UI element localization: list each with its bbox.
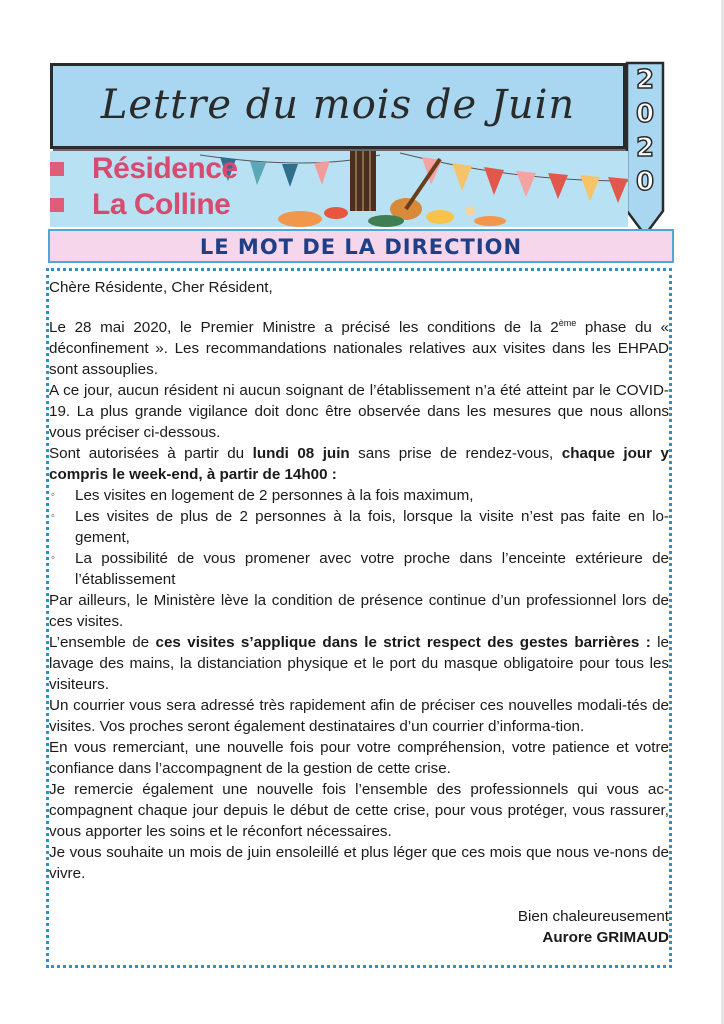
- paragraph: Je remercie également une nouvelle fois l’ensemble des professionnels qui vous ac-compagnent chaque jour depuis le début de cette crise, pour vous protéger, vous rassurer, vous apporter les soins et le réconfort nécessaires.: [49, 781, 669, 840]
- barrier-gestures: ces visites s’applique dans le strict respect des gestes barrières :: [155, 634, 651, 651]
- signature: [49, 927, 669, 948]
- signatory-last-name: GRIMAUD: [596, 929, 669, 946]
- list-item: ◦ Les visites de plus de 2 personnes à la fois, lorsque la visite n’est pas faite en lo-gement,: [49, 506, 669, 548]
- visit-rules-list: [49, 485, 669, 590]
- paragraph-text: le lavage des mains, la distanciation physique et le port du masque obligatoire pour tous les visiteurs.: [49, 634, 670, 693]
- residence-line-2: La Colline: [92, 188, 231, 221]
- section-heading-title: LE MOT DE LA DIRECTION: [199, 235, 523, 259]
- paragraph-text: Sont autorisées à partir du: [49, 445, 253, 462]
- paragraph: [49, 317, 669, 380]
- paragraph-text: L’ensemble de: [49, 634, 156, 651]
- paragraph-text: Le 28 mai 2020, le Premier Ministre a précisé les conditions de la 2: [49, 319, 559, 336]
- paragraph: En vous remerciant, une nouvelle fois pour votre compréhension, votre patience et votre confiance dans l’accompagnent de la gestion de cette crise.: [49, 739, 669, 777]
- paragraph: Un courrier vous sera adressé très rapidement afin de préciser ces nouvelles modali-tés de visites. Vos proches seront également destinataires d’un courrier d’informa-tion.: [49, 697, 669, 735]
- closing: Bien chaleureusement: [517, 908, 669, 925]
- letter-body: [49, 277, 669, 948]
- title-banner: [50, 63, 626, 149]
- salutation: Chère Résidente, Cher Résident,: [49, 279, 273, 296]
- year-digit: 2: [635, 133, 655, 163]
- year-digit: 2: [635, 65, 655, 95]
- year-digit: 0: [635, 167, 655, 197]
- bullet-square-icon: [50, 162, 64, 176]
- paragraph: Par ailleurs, le Ministère lève la condition de présence continue d’un professionnel lors de ces visites.: [49, 592, 669, 630]
- paragraph: A ce jour, aucun résident ni aucun soignant de l’établissement n’a été atteint par le COVID-19. La plus grande vigilance doit donc être observée dans les mesures que nous allons vous préciser ci-dessous.: [49, 382, 669, 441]
- bullet-square-icon: [50, 198, 64, 212]
- paragraph-text: sans prise de rendez-vous,: [349, 445, 562, 462]
- paragraph: [49, 632, 669, 695]
- list-item: ◦ Les visites en logement de 2 personnes à la fois maximum,: [49, 485, 669, 506]
- visit-date: lundi 08 juin: [252, 445, 350, 462]
- signatory-first-name: Aurore: [542, 929, 597, 946]
- section-heading: [48, 229, 674, 263]
- residence-name: [50, 152, 310, 226]
- paragraph-text: phase du « déconfinement ». Les recommandations nationales relatives aux visites dans les EHPAD sont assouplies.: [49, 319, 669, 378]
- paragraph: [49, 443, 669, 485]
- year-tag: [625, 61, 665, 239]
- superscript: ème: [558, 317, 577, 328]
- visit-schedule: chaque jour y compris le week-end, à partir de 14h00 :: [49, 445, 669, 483]
- page-title: Lettre du mois de Juin: [100, 82, 576, 128]
- residence-line-1: Résidence: [92, 152, 238, 185]
- list-item: ◦ La possibilité de vous promener avec votre proche dans l’enceinte extérieure de l’établissement: [49, 548, 669, 590]
- paragraph: Je vous souhaite un mois de juin ensoleillé et plus léger que ces mois que nous ve-nons de vivre.: [49, 844, 669, 882]
- year-digit: 0: [635, 99, 655, 129]
